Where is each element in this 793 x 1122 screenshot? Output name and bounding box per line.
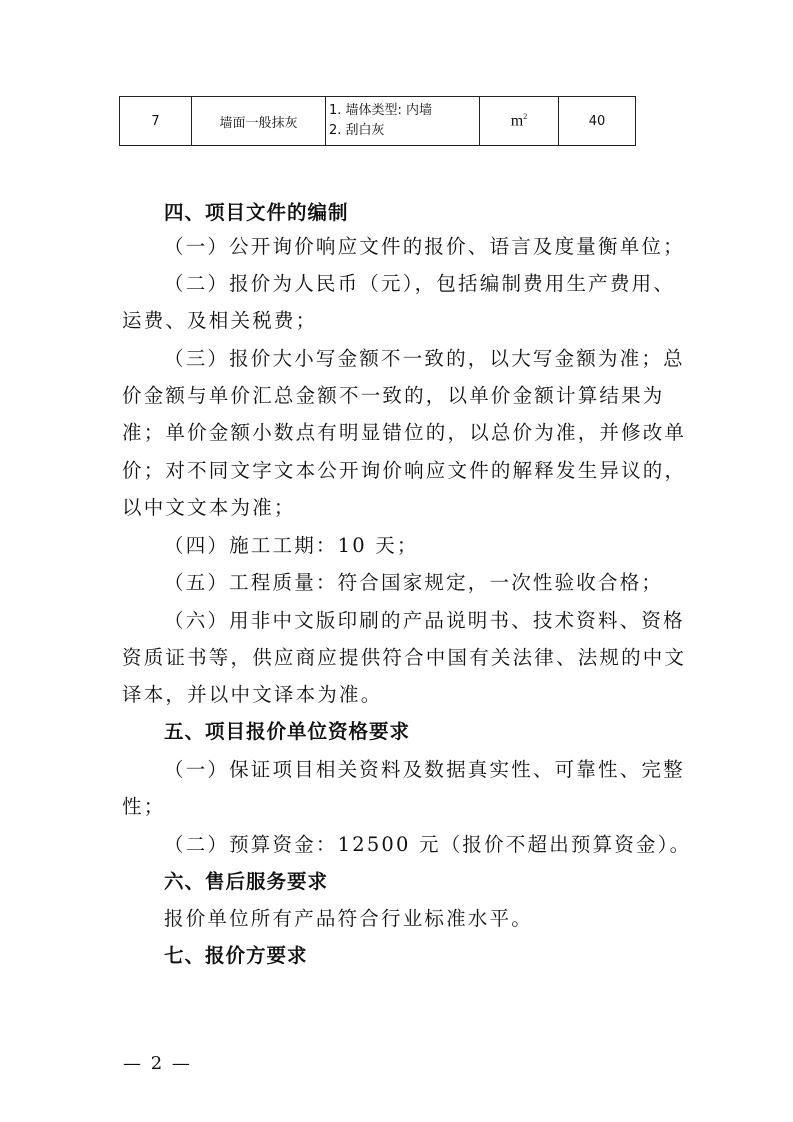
paragraph-line: （三）报价大小写金额不一致的，以大写金额为准；总 bbox=[164, 347, 685, 370]
quote-table bbox=[119, 96, 636, 146]
paragraph-line: 价；对不同文字文本公开询价响应文件的解释发生异议的， bbox=[122, 459, 687, 482]
paragraph-line: （五）工程质量：符合国家规定，一次性验收合格； bbox=[164, 571, 664, 594]
feature-line-2: 2. 刮白灰 bbox=[329, 123, 385, 138]
paragraph-line: 译本，并以中文译本为准。 bbox=[122, 683, 383, 706]
paragraph-line: 以中文文本为准； bbox=[122, 496, 296, 519]
paragraph-line: （一）保证项目相关资料及数据真实性、可靠性、完整 bbox=[164, 758, 685, 781]
quantity: 40 bbox=[559, 97, 636, 146]
row-number: 7 bbox=[120, 97, 192, 146]
paragraph-line: 报价单位所有产品符合行业标准水平。 bbox=[164, 907, 533, 930]
section-6-heading: 六、售后服务要求 bbox=[164, 870, 329, 893]
unit bbox=[480, 97, 559, 146]
paragraph-line: 价金额与单价汇总金额不一致的，以单价金额计算结果为 bbox=[122, 384, 665, 407]
paragraph-line: 运费、及相关税费； bbox=[122, 309, 318, 332]
paragraph-line: （六）用非中文版印刷的产品说明书、技术资料、资格 bbox=[164, 609, 685, 632]
section-4-heading: 四、项目文件的编制 bbox=[164, 201, 349, 224]
section-7-heading: 七、报价方要求 bbox=[164, 944, 308, 967]
paragraph-line: （二）报价为人民币（元），包括编制费用生产费用、 bbox=[164, 272, 676, 295]
item-feature bbox=[326, 97, 480, 146]
item-name: 墙面一般抹灰 bbox=[192, 97, 326, 146]
paragraph-line: 准；单价金额小数点有明显错位的，以总价为准，并修改单 bbox=[122, 421, 687, 444]
paragraph-line: （四）施工工期：10 天； bbox=[164, 534, 419, 557]
section-5-heading: 五、项目报价单位资格要求 bbox=[164, 720, 411, 743]
paragraph-line: 资质证书等，供应商应提供符合中国有关法律、法规的中文 bbox=[122, 646, 687, 669]
table-row bbox=[120, 97, 636, 146]
unit-base: m bbox=[510, 112, 524, 130]
feature-line-1: 1. 墙体类型: 内墙 bbox=[329, 103, 433, 118]
page-number: — 2 — bbox=[123, 1053, 192, 1074]
paragraph-line: 性； bbox=[122, 795, 166, 818]
unit-superscript: 2 bbox=[523, 111, 528, 121]
paragraph-line: （二）预算资金：12500 元（报价不超出预算资金）。 bbox=[164, 833, 692, 856]
paragraph-line: （一）公开询价响应文件的报价、语言及度量衡单位； bbox=[164, 235, 685, 258]
